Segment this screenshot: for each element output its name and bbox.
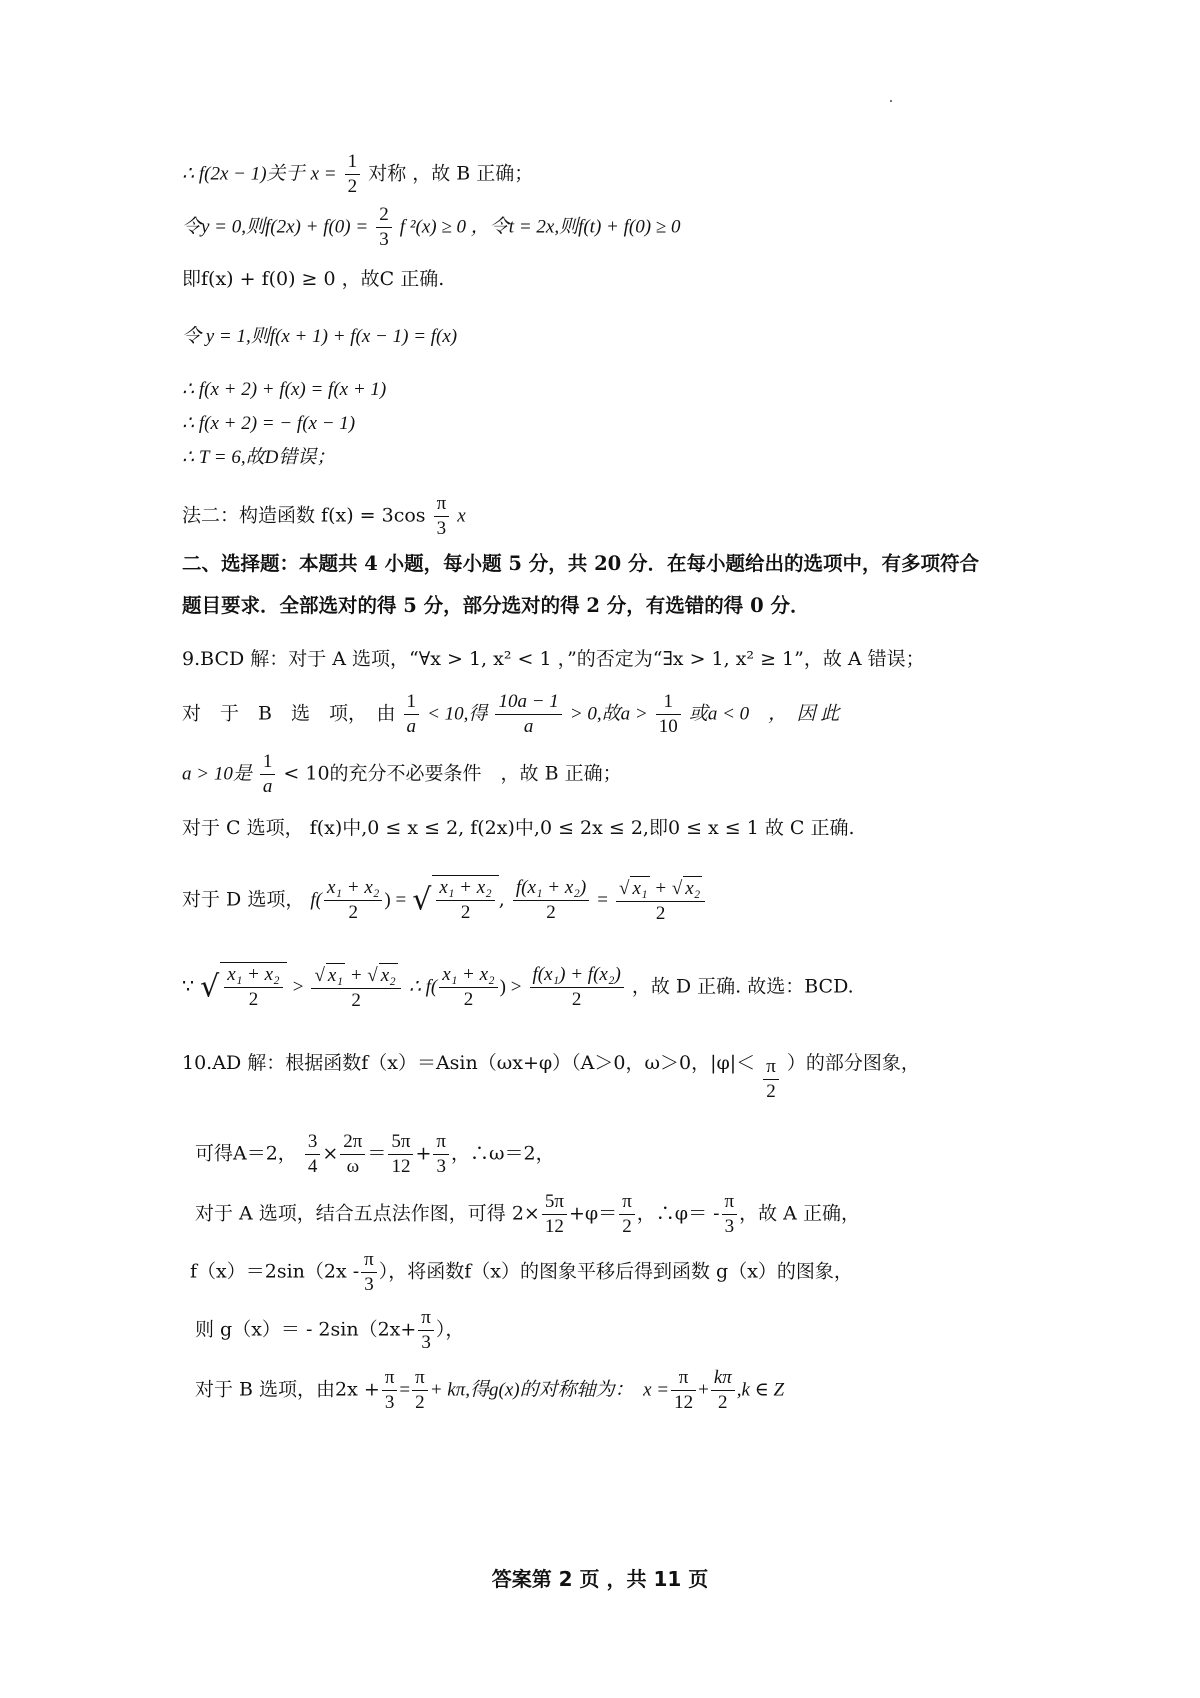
line-step-1: ∴ f(x + 2) + f(x) = f(x + 1): [182, 379, 387, 400]
q10-option-b: 对于 B 选项，由2x + $\frac{\pi}{3}$ = $\frac{\pi}{2}$ + kπ,得g(x)的对称轴为： x = $\frac{\pi}{12}$ + $\frac{k\pi}{2}$ ,k ∈ Z: [195, 1367, 785, 1413]
fraction: $\frac{1}{a}$: [404, 690, 420, 739]
line-symmetry: ∴ f(2x − 1)关于 x = $\frac{1}{2}$ 对称 ，故 B 正确；: [182, 151, 534, 197]
q9-option-b: 对 于 B 选 项， 由 $\frac{1}{a}$ < 10,得 $\frac{10a - 1}{a}$ > 0,故a > $\frac{1}{10}$ 或a < 0 ， 因 此: [182, 691, 840, 737]
fraction: $\frac{\text{√ x₁ + √ x₂}}{2}$: [311, 963, 400, 1013]
fraction: $\frac{\pi}{3}$: [418, 1306, 434, 1355]
section-heading-line2: 题目要求．全部选对的得 5 分，部分选对的得 2 分，有选错的得 0 分．: [182, 594, 810, 617]
fraction: $\frac{\pi}{3}$: [382, 1366, 398, 1415]
line-c-correct: 即f(x) + f(0) ≥ 0 ，故C 正确.: [182, 268, 445, 290]
fraction: $\frac{\pi}{2}$: [763, 1055, 779, 1104]
line-let-y0: 令y = 0,则f(2x) + f(0) = $\frac{2}{3}$ f ²(x) ≥ 0 ，令t = 2x,则f(t) + f(0) ≥ 0: [182, 204, 681, 250]
q10-option-a: 对于 A 选项，结合五点法作图，可得 2× $\frac{5\pi}{12}$ +φ＝ $\frac{\pi}{2}$ ，∴φ＝ - $\frac{\pi}{3}$ ，故 A 正确，: [195, 1191, 860, 1237]
section-heading-line1: 二、选择题：本题共 4 小题，每小题 5 分，共 20 分．在每小题给出的选项中，有多项符合: [182, 552, 980, 575]
fraction: $\frac{\pi}{3}$: [433, 1130, 449, 1179]
page-footer: 答案第 2 页 ，共 11 页: [491, 1567, 709, 1591]
fraction: $\frac{\pi}{12}$: [671, 1366, 696, 1415]
fraction: $\frac{\text{√ x₁ + √ x₂}}{2}$: [616, 876, 705, 926]
fraction: $\frac{\text{f(x₁) + f(x₂)}}{2}$: [530, 963, 624, 1012]
fraction: $\frac{1}{2}$: [345, 150, 361, 199]
fraction: $\frac{\text{x₁ + x₂}}{2}$: [224, 963, 282, 1012]
q10-function-f: f（x）＝2sin（2x - $\frac{\pi}{3}$ ），将函数f（x）的图象平移后得到函数 g（x）的图象，: [190, 1249, 853, 1295]
fraction: $\frac{\text{f(x₁ + x₂)}}{2}$: [513, 876, 589, 925]
fraction: $\frac{10a - 1}{a}$: [495, 690, 561, 739]
fraction: $\frac{\text{x₁ + x₂}}{2}$: [439, 963, 497, 1012]
q9-option-d: 对于 D 选项， f( $\frac{\text{x₁ + x₂}}{2}$ ) = √ $\frac{\text{x₁ + x₂}}{2}$ , $\frac{\text{f(x₁ + x₂)}}{2}$ = $\frac{\text{√ x₁ + √ x₂}}{2}$: [182, 875, 707, 926]
q9-option-b-cont: a > 10是 $\frac{1}{a}$ < 10的充分不必要条件 ，故 B 正确；: [182, 751, 622, 797]
fraction: $\frac{\pi}{3}$: [361, 1248, 377, 1297]
line-period: ∴ T = 6,故D错误；: [182, 447, 336, 468]
fraction: $\frac{\pi}{3}$: [722, 1190, 738, 1239]
scan-speck: [890, 100, 892, 102]
fraction: $\frac{5\pi}{12}$: [388, 1130, 413, 1179]
fraction: $\frac{3}{4}$: [305, 1130, 321, 1179]
fraction: $\frac{2\pi}{\omega}$: [340, 1130, 365, 1179]
fraction: $\frac{\pi}{2}$: [412, 1366, 428, 1415]
fraction: $\frac{5\pi}{12}$: [542, 1190, 567, 1239]
q9-option-a: 9.BCD 解：对于 A 选项，“∀x > 1, x² < 1 ，”的否定为“∃x > 1, x² ≥ 1”，故 A 错误；: [182, 648, 925, 670]
fraction: $\frac{1}{a}$: [260, 750, 276, 799]
q9-option-d-cont: ∵ √ $\frac{\text{x₁ + x₂}}{2}$ > $\frac{\text{√ x₁ + √ x₂}}{2}$ ∴ f( $\frac{\text{x₁ + x₂}}{2}$ ) > $\frac{\text{f(x₁) + f(x₂)}}{2}$ ，故 D 正确. 故选：BCD.: [182, 964, 854, 1011]
q10-omega: 可得A＝2， $\frac{3}{4}$ × $\frac{2\pi}{\omega}$ ＝ $\frac{5\pi}{12}$ + $\frac{\pi}{3}$ ，∴ω＝2，: [195, 1131, 555, 1177]
line-method-two: 法二：构造函数 f(x) = 3cos $\frac{\pi}{3}$ x: [182, 493, 466, 539]
fraction: $\frac{\pi}{2}$: [619, 1190, 635, 1239]
sqrt-symbol: √: [200, 969, 220, 1005]
fraction: $\frac{1}{10}$: [656, 690, 681, 739]
fraction: $\frac{\pi}{3}$: [434, 492, 450, 541]
q9-option-c: 对于 C 选项， f(x)中,0 ≤ x ≤ 2, f(2x)中,0 ≤ 2x ≤ 2,即0 ≤ x ≤ 1 故 C 正确.: [182, 817, 855, 839]
q10-intro: 10.AD 解：根据函数f（x）＝Asin（ωx+φ）（A＞0，ω＞0，|φ|＜ $\frac{\pi}{2}$ ）的部分图象，: [182, 1052, 920, 1102]
q10-function-g: 则 g（x）＝ - 2sin（2x+ $\frac{\pi}{3}$ ），: [195, 1307, 465, 1353]
line-let-y1: 令 y = 1,则f(x + 1) + f(x − 1) = f(x): [182, 326, 458, 347]
fraction: $\frac{2}{3}$: [376, 203, 392, 252]
line-step-2: ∴ f(x + 2) = − f(x − 1): [182, 413, 356, 434]
sqrt-symbol: √: [412, 882, 432, 918]
fraction: $\frac{k\pi}{2}$: [711, 1366, 735, 1415]
fraction: $\frac{\text{x₁ + x₂}}{2}$: [324, 876, 382, 925]
fraction: $\frac{\text{x₁ + x₂}}{2}$: [436, 876, 494, 925]
